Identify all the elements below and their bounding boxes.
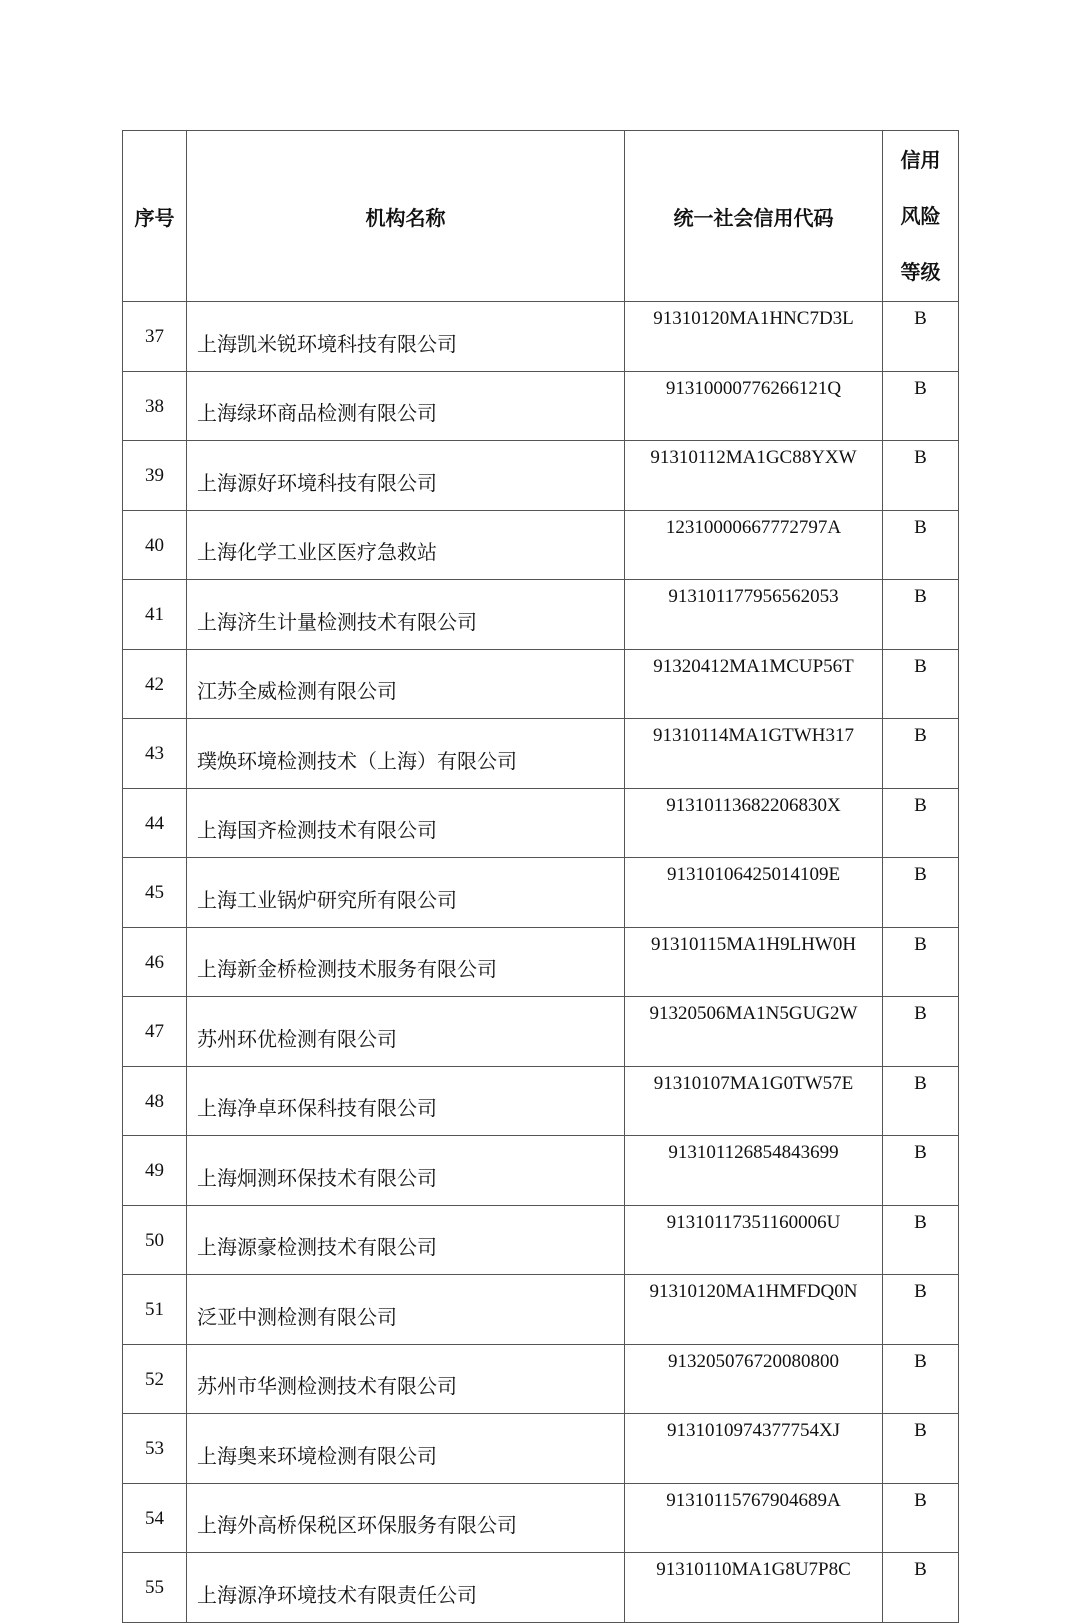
table-row xyxy=(123,927,959,997)
row-index: 52 xyxy=(123,1344,187,1414)
header-level xyxy=(883,131,959,302)
credit-code: 91310120MA1HNC7D3L xyxy=(625,302,883,372)
risk-level: B xyxy=(883,1066,959,1136)
header-name: 机构名称 xyxy=(187,131,625,302)
credit-code: 91310114MA1GTWH317 xyxy=(625,719,883,789)
table-row xyxy=(123,1553,959,1623)
row-index: 47 xyxy=(123,997,187,1067)
risk-level: B xyxy=(883,1414,959,1484)
credit-code: 91310117351160006U xyxy=(625,1205,883,1275)
header-code: 统一社会信用代码 xyxy=(625,131,883,302)
table-row xyxy=(123,1275,959,1345)
row-index: 39 xyxy=(123,441,187,511)
institution-name: 上海炯测环保技术有限公司 xyxy=(187,1136,625,1206)
table-row xyxy=(123,858,959,928)
risk-level: B xyxy=(883,1205,959,1275)
table-body xyxy=(123,302,959,1623)
table-row xyxy=(123,788,959,858)
row-index: 48 xyxy=(123,1066,187,1136)
row-index: 49 xyxy=(123,1136,187,1206)
institution-name: 上海济生计量检测技术有限公司 xyxy=(187,580,625,650)
risk-level: B xyxy=(883,302,959,372)
risk-level: B xyxy=(883,1553,959,1623)
risk-level: B xyxy=(883,719,959,789)
risk-level: B xyxy=(883,1344,959,1414)
credit-code: 91310113682206830X xyxy=(625,788,883,858)
institution-name: 上海源好环境科技有限公司 xyxy=(187,441,625,511)
institution-name: 苏州市华测检测技术有限公司 xyxy=(187,1344,625,1414)
credit-code: 913101177956562053 xyxy=(625,580,883,650)
credit-code: 91310110MA1G8U7P8C xyxy=(625,1553,883,1623)
credit-code: 91310106425014109E xyxy=(625,858,883,928)
row-index: 46 xyxy=(123,927,187,997)
risk-level: B xyxy=(883,510,959,580)
institution-name: 苏州环优检测有限公司 xyxy=(187,997,625,1067)
credit-code: 91310107MA1G0TW57E xyxy=(625,1066,883,1136)
row-index: 53 xyxy=(123,1414,187,1484)
institution-name: 江苏全威检测有限公司 xyxy=(187,649,625,719)
credit-code: 913101126854843699 xyxy=(625,1136,883,1206)
risk-level: B xyxy=(883,1136,959,1206)
credit-code: 913205076720080800 xyxy=(625,1344,883,1414)
row-index: 51 xyxy=(123,1275,187,1345)
institution-name: 上海外高桥保税区环保服务有限公司 xyxy=(187,1483,625,1553)
row-index: 50 xyxy=(123,1205,187,1275)
risk-level: B xyxy=(883,927,959,997)
row-index: 43 xyxy=(123,719,187,789)
institution-name: 上海凯米锐环境科技有限公司 xyxy=(187,302,625,372)
institution-name: 上海奥来环境检测有限公司 xyxy=(187,1414,625,1484)
institution-credit-table xyxy=(122,130,959,1623)
institution-name: 上海源净环境技术有限责任公司 xyxy=(187,1553,625,1623)
institution-name: 上海新金桥检测技术服务有限公司 xyxy=(187,927,625,997)
institution-name: 上海绿环商品检测有限公司 xyxy=(187,371,625,441)
risk-level: B xyxy=(883,1275,959,1345)
institution-name: 泛亚中测检测有限公司 xyxy=(187,1275,625,1345)
institution-name: 上海净卓环保科技有限公司 xyxy=(187,1066,625,1136)
table-row xyxy=(123,1066,959,1136)
header-level-line: 信用 xyxy=(900,148,941,172)
risk-level: B xyxy=(883,788,959,858)
row-index: 42 xyxy=(123,649,187,719)
table-row xyxy=(123,580,959,650)
table-row xyxy=(123,1136,959,1206)
risk-level: B xyxy=(883,371,959,441)
table-row xyxy=(123,510,959,580)
credit-code: 91320506MA1N5GUG2W xyxy=(625,997,883,1067)
risk-level: B xyxy=(883,649,959,719)
credit-code: 91310115767904689A xyxy=(625,1483,883,1553)
table-row xyxy=(123,1344,959,1414)
row-index: 38 xyxy=(123,371,187,441)
table-row xyxy=(123,1205,959,1275)
table-row xyxy=(123,719,959,789)
credit-code: 91310115MA1H9LHW0H xyxy=(625,927,883,997)
institution-name: 上海国齐检测技术有限公司 xyxy=(187,788,625,858)
credit-code: 12310000667772797A xyxy=(625,510,883,580)
table-row xyxy=(123,649,959,719)
table-row xyxy=(123,302,959,372)
credit-code: 91320412MA1MCUP56T xyxy=(625,649,883,719)
row-index: 55 xyxy=(123,1553,187,1623)
institution-name: 璞焕环境检测技术（上海）有限公司 xyxy=(187,719,625,789)
table-header-row xyxy=(123,131,959,302)
table-row xyxy=(123,997,959,1067)
header-level-line: 风险 xyxy=(900,204,941,228)
credit-code: 91310120MA1HMFDQ0N xyxy=(625,1275,883,1345)
institution-name: 上海源豪检测技术有限公司 xyxy=(187,1205,625,1275)
row-index: 40 xyxy=(123,510,187,580)
header-level-line: 等级 xyxy=(900,260,941,284)
risk-level: B xyxy=(883,1483,959,1553)
credit-code: 91310000776266121Q xyxy=(625,371,883,441)
risk-level: B xyxy=(883,858,959,928)
header-index: 序号 xyxy=(123,131,187,302)
document-page xyxy=(122,130,959,1623)
table-row xyxy=(123,1414,959,1484)
row-index: 54 xyxy=(123,1483,187,1553)
table-row xyxy=(123,371,959,441)
risk-level: B xyxy=(883,997,959,1067)
table-row xyxy=(123,1483,959,1553)
credit-code: 9131010974377754XJ xyxy=(625,1414,883,1484)
row-index: 45 xyxy=(123,858,187,928)
credit-code: 91310112MA1GC88YXW xyxy=(625,441,883,511)
institution-name: 上海化学工业区医疗急救站 xyxy=(187,510,625,580)
row-index: 41 xyxy=(123,580,187,650)
risk-level: B xyxy=(883,580,959,650)
row-index: 44 xyxy=(123,788,187,858)
institution-name: 上海工业锅炉研究所有限公司 xyxy=(187,858,625,928)
table-row xyxy=(123,441,959,511)
row-index: 37 xyxy=(123,302,187,372)
risk-level: B xyxy=(883,441,959,511)
